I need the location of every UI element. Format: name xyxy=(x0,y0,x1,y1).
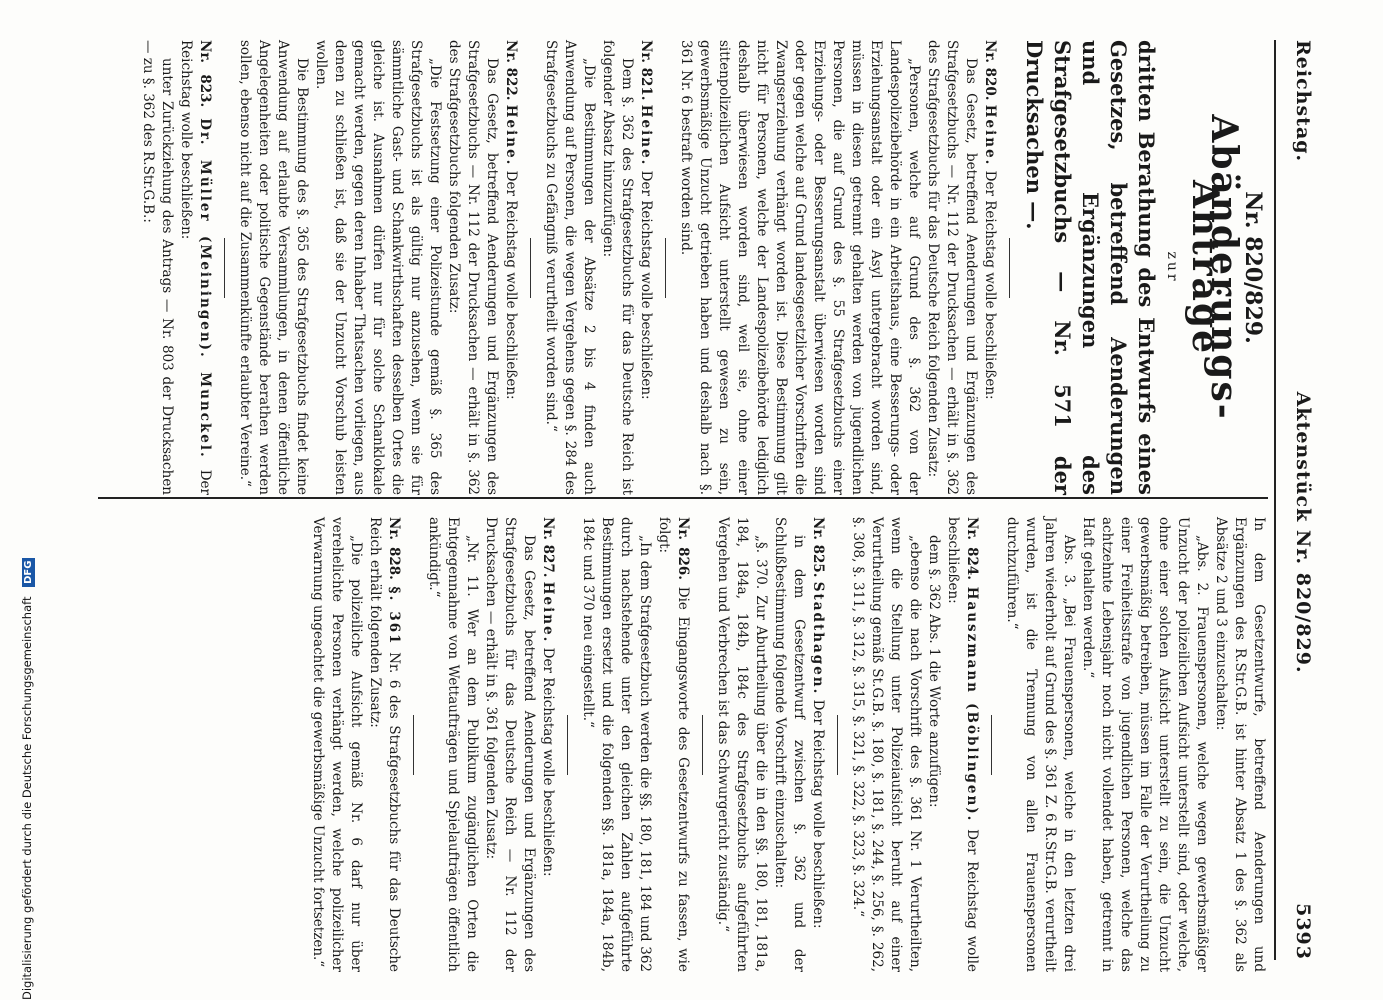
entry-paragraph xyxy=(578,517,654,972)
entry-text: „Personen, welche auf Grund des §. 362 von der Landespolizeibehörde in ein Arbeitshaus, eine Besserungs- oder Erziehungsanstalt oder ein Asyl untergebracht worden sind, müssen in diesen getrennt gehalten werden von jugendlichen Personen, die auf Grund des §. 55 Strafgesetzbuchs einer Erziehungs- oder Besserungsanstalt überwiesen worden sind oder gegen welche auf Grund landesgesetzlicher Vorschriften die Zwangserziehung verhängt worden ist. Diese Bestimmung gilt nicht für Personen, welche der Landespolizeibehörde lediglich deshalb überwiesen worden sind, weil sie, ohne einer sittenpolizeilichen Aufsicht unterstellt gewesen zu sein, gewerbsmäßige Unzucht getrieben haben und deshalb nach §. 361 Nr. 6 bestraft worden sind. xyxy=(678,40,922,495)
separator xyxy=(702,715,703,775)
entry-text: „Abs. 2. Frauenspersonen, welche wegen gewerbsmäßiger Unzucht der polizeilichen Aufsicht unterstellt sind, oder welche, ohne einer solchen Aufsicht unterstellt zu sein, die Unzucht gewerbsmäßig betreiben, müssen im Falle der Verurtheilung zu einer Freiheitsstrafe von jugendlichen Personen, welche das achtzehnte Lebensjahr noch nicht vollendet haben, getrennt in Haft gehalten werden.“ xyxy=(1080,517,1210,972)
right-column xyxy=(308,517,1268,972)
entry-author: Heine. xyxy=(982,104,998,167)
entry-paragraph xyxy=(713,517,770,972)
entry-paragraph xyxy=(311,40,444,495)
entry-text: in dem Gesetzentwurf zwischen §. 362 und der Schlußbestimmung folgende Vorschrift einzuschalten: xyxy=(772,517,807,972)
title-connector: zur xyxy=(1164,251,1180,284)
entry-text: Der Reichstag wolle beschließen: xyxy=(638,170,654,400)
entry-text: „§. 370. Zur Aburtheilung über die in den §§. 180, 181, 181a, 184, 184a, 184b, 184c des Strafgesetzbuchs aufgeführten Vergehen und Verbrechen ist das Schwurgericht zuständig.“ xyxy=(715,517,769,972)
amendment-entry xyxy=(308,517,403,972)
entry-text: Der Reichstag wolle beschließen: xyxy=(540,647,556,877)
amendment-entry xyxy=(676,40,999,495)
running-head-left: Reichstag. xyxy=(1292,40,1315,163)
footer xyxy=(0,0,40,1000)
entry-text: „In dem Strafgesetzbuch werden die §§. 180, 181, 184 und 362 durch nachstehende unter den gleichen Zahlen aufgeführte Bestimmungen ersetzt und die folgenden §§. 181a, 184a, 184b, 184c und 370 neu eingestellt.“ xyxy=(580,517,653,972)
document-subtitle: dritten Berathung des Entwurfs eines Gesetzes, betreffend Aenderungen und Ergänzungen des Strafgesetzbuchs — Nr. 571 der Drucksachen —. xyxy=(1022,40,1159,495)
entry-text: „ebenso die nach Vorschrift des §. 361 Nr. 1 Verurtheilten, wenn die Stellung unter Polizeiaufsicht beruht auf einer Verurtheilung gemäß St.G.B. §. 180, §. 181, §. 244, §. 256, §. 262, §. 308, §. 311, §. 312, §. 315, §. 321, §. 322, §. 323, §. 324.“ xyxy=(850,517,923,972)
separator xyxy=(530,238,531,298)
entry-paragraph xyxy=(538,517,557,972)
separator xyxy=(665,238,666,298)
footer-text: Digitalisierung gefördert durch die Deutsche Forschungsgemeinschaft xyxy=(20,596,34,1000)
column-rule xyxy=(98,497,1268,499)
separator xyxy=(567,715,568,775)
entry-number: Nr. 820. xyxy=(982,40,998,101)
right-entries xyxy=(308,517,1268,972)
rotated-page xyxy=(80,0,1330,1000)
entry-paragraph xyxy=(541,40,598,495)
amendment-entry xyxy=(1002,517,1268,972)
entry-paragraph xyxy=(365,517,403,972)
entry-paragraph xyxy=(676,40,923,495)
amendment-entry xyxy=(541,40,655,495)
entry-text: Dem §. 362 des Strafgesetzbuchs für das Deutsche Reich ist folgender Absatz hinzuzufügen: xyxy=(600,40,635,495)
entry-author: Dr. Müller (Meiningen). Munckel. xyxy=(197,118,213,459)
entry-paragraph xyxy=(481,517,538,972)
entry-author: Heine. xyxy=(503,104,519,167)
entry-text: In dem Gesetzentwurfe, betreffend Aenderungen und Ergänzungen des R.Str.G.B. ist hinter Absatz 1 des §. 362 als Absätze 2 und 3 einzuschalten: xyxy=(1213,517,1267,972)
entry-paragraph xyxy=(424,517,481,972)
entry-text: Der Reichstag wolle beschließen: xyxy=(945,517,980,973)
entry-number: Nr. 828. xyxy=(386,517,402,580)
entry-paragraph xyxy=(808,517,827,972)
entry-number: Nr. 824. xyxy=(964,517,980,580)
entry-text: „Nr. 11. Wer an dem Publikum zugänglichen Orten die Entgegennahme von Wettaufträgen und Spielaufträgen öffentlich ankündigt.“ xyxy=(426,517,480,972)
entry-text: dem §. 362 Abs. 1 die Worte anzufügen: xyxy=(926,535,942,808)
separator xyxy=(413,715,414,775)
left-entries xyxy=(138,40,999,495)
entry-paragraph xyxy=(176,40,214,495)
entry-paragraph xyxy=(654,517,692,972)
entry-number: Nr. 825. xyxy=(810,517,826,578)
left-column xyxy=(138,40,1268,495)
separator xyxy=(837,715,838,775)
entry-paragraph xyxy=(924,517,943,972)
entry-text: Das Gesetz, betreffend Aenderungen und Ergänzungen des Strafgesetzbuchs für das Deutsche Reich — Nr. 112 der Drucksachen — erhält in §. 361 folgenden Zusatz: xyxy=(483,517,537,972)
entry-paragraph xyxy=(923,40,980,495)
entry-paragraph xyxy=(598,40,636,495)
header-rule xyxy=(1274,40,1276,960)
entry-author: Heine. xyxy=(540,581,556,644)
amendment-entry xyxy=(578,517,692,972)
amendment-entry xyxy=(424,517,557,972)
entry-text: Das Gesetz, betreffend Aenderungen und Ergänzungen des Strafgesetzbuchs — Nr. 112 der Drucksachen — erhält in §. 362 des Strafgesetzbuchs folgenden Zusatz: xyxy=(446,40,500,495)
entry-text: Der Reichstag wolle beschließen: xyxy=(503,170,519,400)
document-title: Abänderungs-Anträge xyxy=(1184,114,1245,421)
entry-paragraph xyxy=(1002,517,1078,972)
separator xyxy=(224,238,225,298)
entry-paragraph xyxy=(980,40,999,495)
entry-paragraph xyxy=(1078,517,1211,972)
entry-text: Die Bestimmung des §. 365 des Strafgesetzbuchs findet keine Anwendung auf erlaubte Versammlungen, in denen öffentliche Angelegenheiten oder politische Gegenstände berathen werden sollen, ebenso nicht auf die Zusammenkünfte erlaubter Vereine.“ xyxy=(237,40,310,495)
entry-text: „Die polizeiliche Aufsicht gemäß Nr. 6 darf nur über verehelichte Personen verhängt werden, welche polizeilicher Verwarnung ungeachtet die gewerbsmäßige Unzucht fortsetzen.“ xyxy=(310,517,364,972)
entry-text: Der Reichstag wolle beschließen: xyxy=(810,699,826,929)
entry-author: Stadthagen. xyxy=(810,581,826,696)
entry-text: „Die Festsetzung einer Polizeistunde gemäß §. 365 des Strafgesetzbuchs ist als gültig nur anzusehen, wenn sie für sämmtliche Gast- und Schankwirthschaften desselben Ortes die gleiche ist. Ausnahmen dürfen nur für solche Schanklokale gemacht werden, gegen deren Inhaber Thatsachen vorliegen, aus denen zu schließen ist, daß sie der Unzucht Vorschub leisten wollen. xyxy=(313,40,443,495)
entry-number: Nr. 822. xyxy=(503,40,519,101)
separator xyxy=(1009,238,1010,298)
entry-number: Nr. 823. xyxy=(197,40,213,108)
entry-number: Nr. 821. xyxy=(638,40,654,101)
running-head xyxy=(1286,40,1320,960)
entry-text: Der Reichstag wolle beschließen: xyxy=(982,170,998,400)
amendment-entry xyxy=(138,40,214,495)
page-number: 5393 xyxy=(1292,903,1315,960)
entry-paragraph xyxy=(138,40,176,495)
entry-text: Die Eingangsworte des Gesetzentwurfs zu fassen, wie folgt: xyxy=(656,517,691,972)
entry-number: Nr. 827. xyxy=(540,517,556,578)
amendment-entry xyxy=(235,40,520,495)
running-head-center: Aktenstück Nr. 820/829. xyxy=(1292,391,1315,674)
entry-paragraph xyxy=(501,40,520,495)
entry-author: Hauszmann (Böblingen). xyxy=(964,586,980,823)
entry-text: Der Reichstag wolle beschließen: xyxy=(178,40,213,495)
entry-author: §. 361 xyxy=(386,586,402,646)
entry-paragraph xyxy=(308,517,365,972)
entry-paragraph xyxy=(636,40,655,495)
entry-text: unter Zurückziehung des Antrags — Nr. 803 der Drucksachen — zu §. 362 des R.Str.G.B.: xyxy=(140,40,175,495)
entry-text: „Die Bestimmungen der Absätze 2 bis 4 finden auch Anwendung auf Personen, die wegen Vergehens gegen §. 284 des Strafgesetzbuchs zu Gefängniß verurtheilt worden sind.“ xyxy=(543,40,597,495)
entry-text: Abs. 3. „Bei Frauenspersonen, welche in den letzten drei Jahren wiederholt auf Grund des §. 361 Z. 6 R.Str.G.B. verurtheilt wurden, ist die Trennung von allen Frauenspersonen durchzuführen.“ xyxy=(1004,517,1077,972)
entry-paragraph xyxy=(848,517,924,972)
amendment-entry xyxy=(713,517,827,972)
entry-paragraph xyxy=(770,517,808,972)
entry-author: Heine. xyxy=(638,104,654,167)
entry-number: Nr. 826. xyxy=(675,517,691,580)
dfg-logo: DFG xyxy=(22,558,35,587)
document-number: Nr. 820/829. xyxy=(1240,191,1266,344)
entry-text: Das Gesetz, betreffend Aenderungen und Ergänzungen des Strafgesetzbuchs — Nr. 112 der Drucksachen — erhält in §. 362 des Strafgesetzbuchs für das Deutsche Reich folgenden Zusatz: xyxy=(925,40,979,495)
entry-paragraph xyxy=(235,40,311,495)
entry-paragraph xyxy=(444,40,501,495)
amendment-entry xyxy=(848,517,981,972)
entry-paragraph xyxy=(943,517,981,972)
entry-text: Nr. 6 des Strafgesetzbuchs für das Deutsche Reich erhält folgenden Zusatz: xyxy=(367,517,402,972)
separator xyxy=(991,715,992,775)
entry-paragraph xyxy=(1211,517,1268,972)
